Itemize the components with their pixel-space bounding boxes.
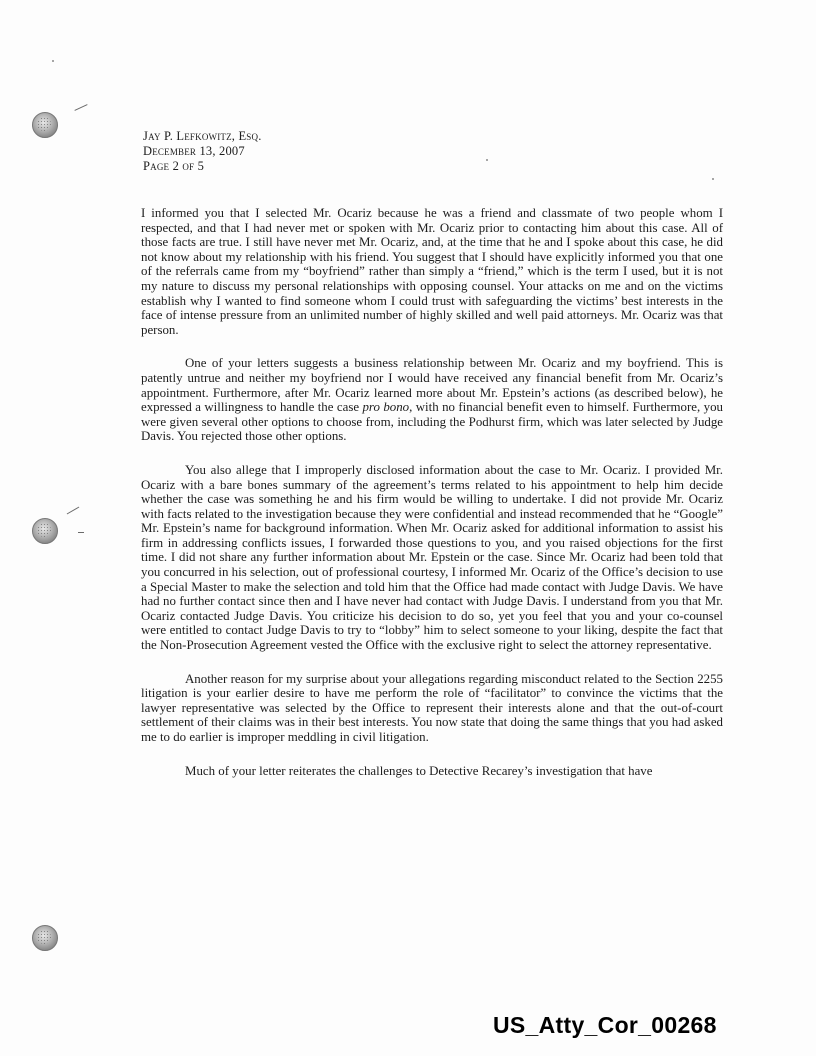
paragraph-recarey-investigation: Much of your letter reiterates the challenges to Detective Recarey’s investigation that have — [185, 763, 653, 778]
paragraph-business-relationship — [141, 356, 723, 444]
scan-mark — [74, 104, 87, 111]
paragraph-disclosure-allegation: You also allege that I improperly disclosed information about the case to Mr. Ocariz. I provided Mr. Ocariz with a bare bones summary of the agreement’s terms related to his appointment to help him decide whether the case was something he and his firm would be willing to undertake. I did not provide Mr. Ocariz with facts related to the investigation because they were confidential and instead recommended that he “Google” Mr. Epstein’s name for background information. When Mr. Ocariz asked for additional information to assist his firm in addressing conflicts issues, I forwarded those questions to you, and you raised objections for the first time. I did not share any further information about Mr. Epstein or the case. Since Mr. Ocariz had been told that you concurred in his selection, out of professional courtesy, I informed Mr. Ocariz of the Office’s decision to use a Special Master to make the selection and told him that the Office had made contact with Judge Davis. We have had no further contact since then and I have never had contact with Judge Davis. I understand from you that Mr. Ocariz contacted Judge Davis. You criticize his decision to do so, yet you feel that you and your co-counsel were entitled to contact Judge Davis to try to “lobby” him to select someone to your liking, despite the fact that the Non-Prosecution Agreement vested the Office with the exclusive right to select the attorney representative. — [141, 462, 723, 653]
binder-hole-bottom — [32, 925, 58, 951]
italic-phrase: pro bono — [362, 400, 410, 415]
letter-date: December 13, 2007 — [143, 144, 245, 158]
scan-speck — [712, 178, 714, 180]
binder-hole-top — [32, 112, 58, 138]
paragraph-text: , with no financial benefit even to himself. Furthermore, you were given several other options to choose from, including the Podhurst firm, which was later selected by Judge Davis. You rejected those other options. — [141, 400, 723, 444]
scan-speck — [52, 60, 54, 62]
paragraph-selection-of-ocariz: I informed you that I selected Mr. Ocariz because he was a friend and classmate of two people whom I respected, and that I had never met or spoken with Mr. Ocariz prior to contacting him about this case. All of those facts are true. I still have never met Mr. Ocariz, and, at the time that he and I spoke about this case, he did not know about my relationship with his friend. You suggest that I should have explicitly informed you that one of the referrals came from my “boyfriend” rather than simply a “friend,” which is the term I used, but it is not my nature to discuss my personal relationships with opposing counsel. Your attacks on me and on the victims establish why I wanted to find someone whom I could trust with safeguarding the victims’ best interests in the face of intense pressure from an unlimited number of highly skilled and well paid attorneys. Mr. Ocariz was that person. — [141, 206, 723, 337]
scan-mark — [78, 532, 84, 533]
paragraph-section-2255: Another reason for my surprise about your allegations regarding misconduct related to the Section 2255 litigation is your earlier desire to have me perform the role of “facilitator” to convince the victims that the lawyer representative was selected by the Office to represent their interests alone and that the out-of-court settlement of their claims was in their best interests. You now state that doing the same things that you had asked me to do earlier is improper meddling in civil litigation. — [141, 671, 723, 744]
letter-body — [141, 206, 723, 797]
recipient-name: Jay P. Lefkowitz, Esq. — [143, 129, 262, 143]
bates-number: US_Atty_Cor_00268 — [493, 1012, 717, 1038]
scan-speck — [486, 159, 488, 161]
page-number: Page 2 of 5 — [143, 159, 205, 173]
binder-hole-middle — [32, 518, 58, 544]
scan-mark — [67, 507, 80, 515]
paragraph-text: One of your letters suggests a business relationship between Mr. Ocariz and my boyfriend. This is patently untrue and neither my boyfriend nor I would have received any financial benefit from Mr. Ocariz’s appointment. Furthermore, after Mr. Ocariz learned more about Mr. Epstein’s actions (as described below), he expressed a willingness to handle the case — [141, 356, 723, 415]
letter-header — [143, 129, 262, 174]
